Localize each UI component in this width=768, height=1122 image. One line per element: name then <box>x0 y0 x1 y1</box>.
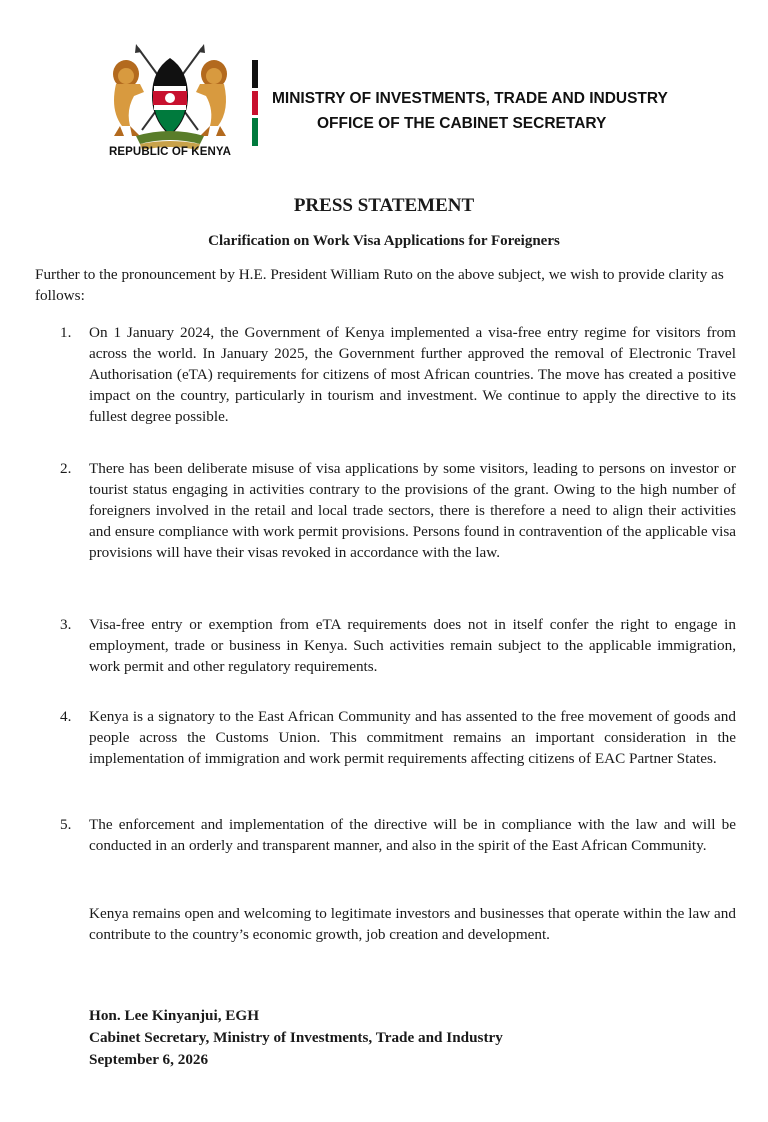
ministry-header <box>272 86 692 136</box>
list-item-number: 2. <box>60 460 72 477</box>
statement-date: September 6, 2026 <box>89 1051 209 1068</box>
document-subtitle: Clarification on Work Visa Applications for Foreigners <box>208 233 560 249</box>
list-item <box>60 706 736 769</box>
signatory-name: Hon. Lee Kinyanjui, EGH <box>89 1007 260 1024</box>
flag-color-bar <box>252 60 258 146</box>
list-item-number: 5. <box>60 816 72 833</box>
flag-stripe-green <box>252 118 258 146</box>
list-item-text: On 1 January 2024, the Government of Kenya implemented a visa-free entry regime for visitors from across the world. In January 2025, the Government further approved the removal of Electronic Travel Authorisation (eTA) requirements for citizens of most African countries. The move has created a positive impact on the country, particularly in tourism and investment. We continue to apply the directive to its fullest degree possible. <box>89 324 736 425</box>
ministry-name: MINISTRY OF INVESTMENTS, TRADE AND INDUSTRY <box>272 90 668 107</box>
list-item-number: 3. <box>60 616 72 633</box>
list-item-text: Visa-free entry or exemption from eTA requirements does not in itself confer the right to engage in employment, trade or business in Kenya. Such activities remain subject to the applicable immigration, work permit and other regulatory requirements. <box>89 616 736 675</box>
list-item <box>60 614 736 677</box>
office-name: OFFICE OF THE CABINET SECRETARY <box>317 115 607 132</box>
signatory-role: Cabinet Secretary, Ministry of Investments, Trade and Industry <box>89 1029 503 1046</box>
intro-paragraph: Further to the pronouncement by H.E. President William Ruto on the above subject, we wish to provide clarity as follows: <box>35 266 724 304</box>
list-item <box>60 814 736 856</box>
closing-paragraph: Kenya remains open and welcoming to legitimate investors and businesses that operate within the law and contribute to the country’s economic growth, job creation and development. <box>89 905 736 943</box>
flag-stripe-red <box>252 91 258 115</box>
document-title: PRESS STATEMENT <box>293 195 475 216</box>
list-item-number: 4. <box>60 708 72 725</box>
flag-stripe-black <box>252 60 258 88</box>
list-item-text: Kenya is a signatory to the East African Community and has assented to the free movement of goods and people across the Customs Union. This commitment remains an important consideration in the implementation of immigration and work permit requirements affecting citizens of EAC Partner States. <box>89 708 736 767</box>
list-item-text: There has been deliberate misuse of visa applications by some visitors, leading to persons on investor or tourist status engaging in activities contrary to the provisions of the grant. Owing to the high number of foreigners involved in the retail and local trade sectors, there is therefore a need to align their activities and ensure compliance with work permit provisions. Persons found in contravention of the applicable visa provisions will have their visas revoked in accordance with the law. <box>89 460 736 561</box>
signature-block <box>89 1005 503 1071</box>
kenya-coat-of-arms-emblem <box>100 40 240 158</box>
list-item <box>60 322 736 427</box>
country-name: REPUBLIC OF KENYA <box>108 146 232 158</box>
list-item-text: The enforcement and implementation of the directive will be in compliance with the law and will be conducted in an orderly and transparent manner, and also in the spirit of the East African Community. <box>89 816 736 854</box>
list-item <box>60 458 736 563</box>
list-item-number: 1. <box>60 324 72 341</box>
